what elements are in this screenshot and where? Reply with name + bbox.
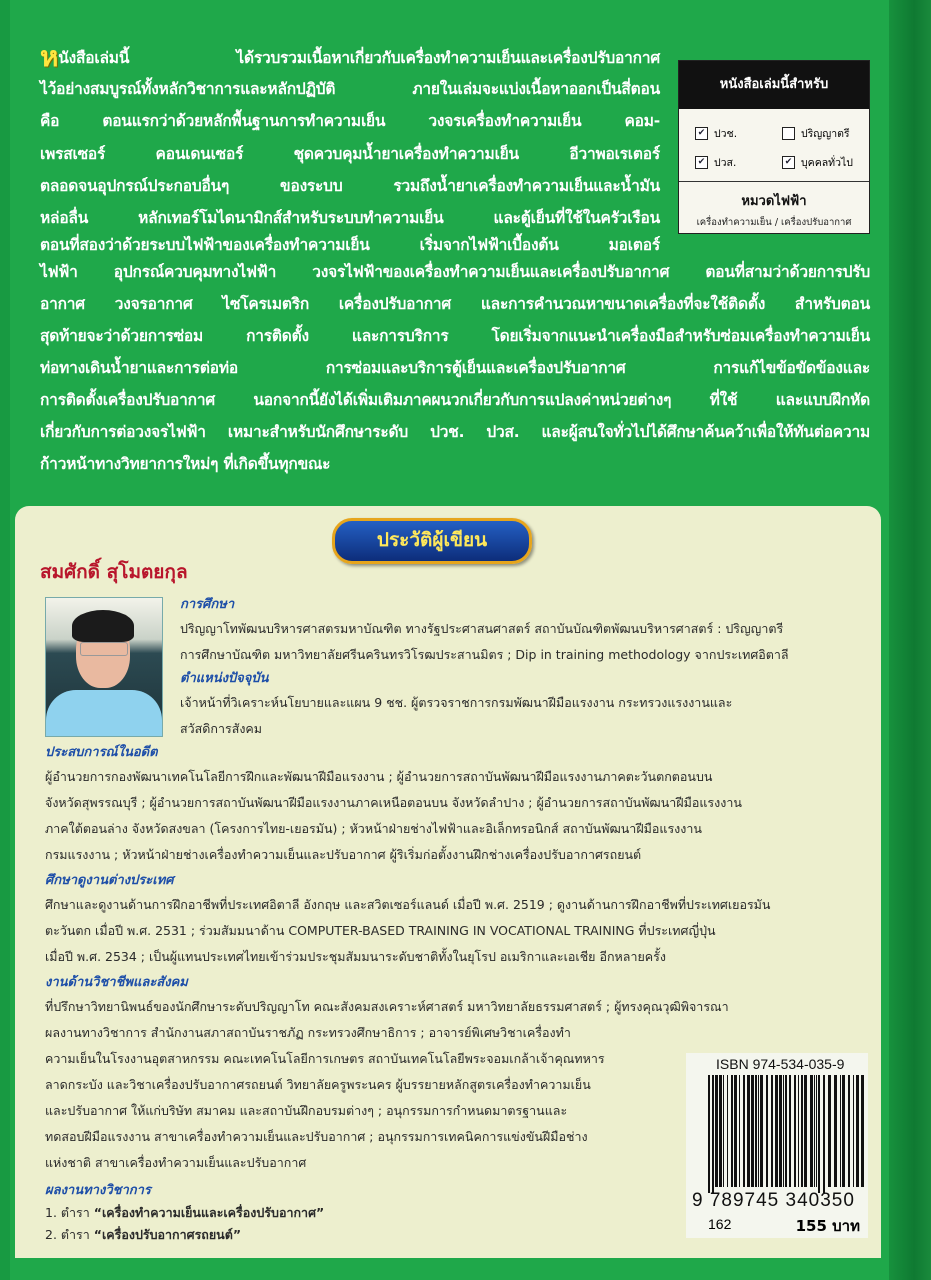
barcode-bar [828, 1075, 831, 1187]
blurb-line-text: ไว้อย่างสมบูรณ์ทั้งหลักวิชาการและหลักปฏิบัติ ภายในเล่มจะแบ่งเนื้อหาออกเป็นสี่ตอน [40, 80, 660, 98]
publication-prefix: 1. ตำรา [45, 1205, 90, 1220]
section-line: สวัสดิการสังคม [180, 721, 263, 736]
barcode-bar [783, 1075, 784, 1187]
barcode-bar [734, 1075, 737, 1187]
barcode-bar [856, 1075, 859, 1187]
section-heading: การศึกษา [180, 597, 235, 612]
barcode-bar [818, 1075, 820, 1193]
blurb-line-text: เกี่ยวกับการต่อวงจรไฟฟ้า เหมาะสำหรับนักศึกษาระดับ ปวช. ปวส. และผู้สนใจทั่วไปได้ศึกษาค้นคว้าเพื่อให้ทันต่อความ [40, 423, 870, 441]
barcode-bar [804, 1075, 807, 1187]
section-heading: งานด้านวิชาชีพและสังคม [45, 975, 188, 990]
barcode-bar [823, 1075, 825, 1193]
barcode-bar [723, 1075, 724, 1187]
publication-prefix: 2. ตำรา [45, 1227, 90, 1242]
isbn-text: ISBN 974-534-035-9 [716, 1056, 845, 1072]
category-subtitle: เครื่องทำความเย็น / เครื่องปรับอากาศ [696, 217, 852, 228]
blurb-line [40, 171, 660, 201]
barcode-bar [715, 1075, 718, 1187]
drop-cap: ห [40, 40, 59, 73]
publications-heading: ผลงานทางวิชาการ [45, 1183, 151, 1198]
section-line: ตะวันตก เมื่อปี พ.ศ. 2531 ; ร่วมสัมมนาด้าน COMPUTER-BASED TRAINING IN VOCATIONAL TRAINING ที่ประเทศญี่ปุ่น [45, 923, 716, 938]
barcode-bar [848, 1075, 850, 1187]
section-heading: ศึกษาดูงานต่างประเทศ [45, 873, 174, 888]
publication-item [45, 1202, 324, 1224]
blurb-line-text: ตลอดจนอุปกรณ์ประกอบอื่นๆ ของระบบ รวมถึงน้ำยาเครื่องทำความเย็นและน้ำมัน [40, 177, 660, 195]
barcode-bar [758, 1075, 759, 1187]
section-line: และปรับอากาศ ให้แก่บริษัท สมาคม และสถาบันฝึกอบรมต่างๆ ; อนุกรรมการกำหนดมาตรฐานและ [45, 1103, 568, 1118]
section-line: ความเย็นในโรงงานอุตสาหกรรม คณะเทคโนโลยีการเกษตร สถาบันเทคโนโลยีพระจอมเกล้าเจ้าคุณทหาร [45, 1051, 605, 1066]
audience-option-label: ปวส. [714, 157, 737, 169]
blurb-line-text: เพรสเซอร์ คอนเดนเซอร์ ชุดควบคุมน้ำยาเครื่องทำความเย็น อีวาพอเรเตอร์ [40, 145, 660, 163]
empty-box-icon [782, 127, 795, 140]
isbn-barcode-block [686, 1053, 868, 1238]
barcode-bar [794, 1075, 796, 1187]
audience-option [782, 152, 869, 173]
barcode-bar [814, 1075, 815, 1187]
barcode-bar [785, 1075, 787, 1187]
barcode-bar [755, 1075, 757, 1187]
author-photo [45, 597, 163, 737]
blurb-line [40, 42, 660, 72]
blurb-line [40, 139, 660, 169]
section-experience [45, 742, 742, 868]
section-line: ผู้อำนวยการกองพัฒนาเทคโนโลยีการฝึกและพัฒนาฝีมือแรงงาน ; ผู้อำนวยการสถาบันพัฒนาฝีมือแรงงานภาคตะวันตกตอนบน [45, 769, 713, 784]
barcode-bar [834, 1075, 837, 1187]
blurb-line [40, 321, 870, 351]
section-professional [45, 972, 729, 1176]
bio-ribbon-heading: ประวัติผู้เขียน [332, 518, 532, 564]
blurb-line-text: อากาศ วงจรอากาศ ไซโครเมตริก เครื่องปรับอากาศ และการคำนวณหาขนาดเครื่องที่จะใช้ติดตั้ง สำหรับตอน [40, 295, 870, 313]
category [679, 181, 869, 230]
barcode-bar [727, 1075, 728, 1187]
blurb-line-text: นังสือเล่มนี้ ได้รวบรวมเนื้อหาเกี่ยวกับเครื่องทำความเย็นและเครื่องปรับอากาศ [58, 49, 660, 67]
blurb-line [40, 385, 870, 415]
barcode-bar [712, 1075, 714, 1193]
barcode-bar [747, 1075, 750, 1187]
barcode-bar [779, 1075, 782, 1187]
book-code: 162 [708, 1216, 732, 1232]
barcode-bar [842, 1075, 845, 1187]
audience-title: หนังสือเล่มนี้สำหรับ [679, 61, 869, 109]
blurb-line-text: ก้าวหน้าทางวิทยาการใหม่ๆ ที่เกิดขึ้นทุกขณะ [40, 455, 331, 473]
barcode [708, 1075, 864, 1193]
section-line: เจ้าหน้าที่วิเคราะห์นโยบายและแผน 9 ชช. ผู้ตรวจราชการกรมพัฒนาฝีมือแรงงาน กระทรวงแรงงานและ [180, 695, 733, 710]
barcode-bar [816, 1075, 817, 1187]
section-line: กรมแรงงาน ; หัวหน้าฝ่ายช่างเครื่องทำความเย็นและปรับอากาศ ผู้ริเริ่มก่อตั้งงานฝึกช่างเครื่องปรับอากาศรถยนต์ [45, 847, 642, 862]
blurb-line-text: หล่อลื่น หลักเทอร์โมไดนามิกส์สำหรับระบบทำความเย็น และตู้เย็นที่ใช้ในครัวเรือน [40, 209, 660, 227]
section-line: ผลงานทางวิชาการ สำนักงานสภาสถาบันราชภัฏ กระทรวงศึกษาธิการ ; อาจารย์พิเศษวิชาเครื่องทำ [45, 1025, 571, 1040]
audience-option-label: ปวช. [714, 128, 738, 140]
barcode-bar [801, 1075, 803, 1187]
publication-title: “เครื่องปรับอากาศรถยนต์” [93, 1227, 242, 1242]
blurb-line [40, 449, 870, 479]
audience-box [678, 60, 870, 234]
barcode-bar [751, 1075, 754, 1187]
section-position [180, 668, 732, 742]
barcode-bar [789, 1075, 791, 1187]
section-heading: ตำแหน่งปัจจุบัน [180, 671, 269, 686]
publication-item [45, 1224, 324, 1246]
blurb-line-text: ท่อทางเดินน้ำยาและการต่อท่อ การซ่อมและบริการตู้เย็นและเครื่องปรับอากาศ การแก้ไขข้อขัดข้องและ [40, 359, 870, 377]
author-name: สมศักดิ์ สุโมตยกุล [40, 561, 188, 583]
section-line: ลาดกระบัง และวิชาเครื่องปรับอากาศรถยนต์ วิทยาลัยครูพระนคร ผู้บรรยายหลักสูตรเครื่องทำความเย็น [45, 1077, 591, 1092]
blurb-line-text: ไฟฟ้า อุปกรณ์ควบคุมทางไฟฟ้า วงจรไฟฟ้าของเครื่องทำความเย็นและเครื่องปรับอากาศ ตอนที่สามว่าด้วยการปรับ [40, 263, 870, 281]
publication-title: “เครื่องทำความเย็นและเครื่องปรับอากาศ” [93, 1205, 325, 1220]
blurb-line-text: ตอนที่สองว่าด้วยระบบไฟฟ้าของเครื่องทำความเย็น เริ่มจากไฟฟ้าเบื้องต้น มอเตอร์ [40, 236, 660, 254]
barcode-bar [853, 1075, 854, 1187]
barcode-bar [840, 1075, 841, 1187]
audience-option [695, 123, 782, 144]
blurb-line-text: การติดตั้งเครื่องปรับอากาศ นอกจากนี้ยังได้เพิ่มเติมภาคผนวกเกี่ยวกับการแปลงค่าหน่วยต่างๆ ที่ใช้ และแบบฝึกหัด [40, 391, 870, 409]
section-line: ปริญญาโทพัฒนบริหารศาสตรมหาบัณฑิต ทางรัฐประศาสนศาสตร์ สถาบันบัณฑิตพัฒนบริหารศาสตร์ : ปริญญาตรี [180, 621, 784, 636]
audience-option [782, 123, 869, 144]
barcode-bar [731, 1075, 733, 1187]
price: 155 บาท [795, 1217, 860, 1235]
checked-box-icon: ✔ [782, 156, 795, 169]
section-line: จังหวัดสุพรรณบุรี ; ผู้อำนวยการสถาบันพัฒนาฝีมือแรงงานภาคเหนือตอนบน จังหวัดลำปาง ; ผู้อำนวยการสถาบันพัฒนาฝีมือแรงงาน [45, 795, 742, 810]
audience-option-label: บุคคลทั่วไป [801, 157, 853, 169]
section-education [180, 594, 789, 668]
section-publications [45, 1180, 324, 1246]
barcode-bar [775, 1075, 778, 1187]
barcode-bar [810, 1075, 813, 1187]
audience-option-label: ปริญญาตรี [801, 128, 850, 140]
blurb-line [40, 74, 660, 104]
audience-options [679, 109, 869, 181]
barcode-bar [743, 1075, 745, 1187]
cover-spine-edge [889, 0, 931, 1280]
blurb-line [40, 257, 870, 287]
barcode-bar [771, 1075, 773, 1187]
checked-box-icon: ✔ [695, 156, 708, 169]
section-heading: ประสบการณ์ในอดีต [45, 745, 158, 760]
blurb-line [40, 106, 660, 136]
barcode-bar [861, 1075, 864, 1187]
category-title: หมวดไฟฟ้า [741, 194, 807, 209]
section-line: แห่งชาติ สาขาเครื่องทำความเย็นและปรับอากาศ [45, 1155, 307, 1170]
barcode-bar [708, 1075, 710, 1193]
blurb-line [40, 353, 870, 383]
barcode-digits: 9 789745 340350 [692, 1190, 855, 1211]
blurb-line [40, 230, 660, 260]
audience-option [695, 152, 782, 173]
section-line: ภาคใต้ตอนล่าง จังหวัดสงขลา (โครงการไทย-เยอรมัน) ; หัวหน้าฝ่ายช่างไฟฟ้าและอิเล็กทรอนิกส์ สถาบันพัฒนาฝีมือแรงงาน [45, 821, 702, 836]
barcode-bar [798, 1075, 799, 1187]
section-line: ทดสอบฝีมือแรงงาน สาขาเครื่องทำความเย็นและปรับอากาศ ; อนุกรรมการเทคนิคการแข่งขันฝีมือช่าง [45, 1129, 588, 1144]
section-study-abroad [45, 870, 770, 970]
checked-box-icon: ✔ [695, 127, 708, 140]
section-line: ศึกษาและดูงานด้านการฝึกอาชีพที่ประเทศอิตาลี อังกฤษ และสวิตเซอร์แลนด์ เมื่อปี พ.ศ. 2519 ; ดูงานด้านการฝึกอาชีพที่ประเทศเยอรมัน [45, 897, 771, 912]
cover-left-edge [0, 0, 10, 1280]
blurb-line-text: สุดท้ายจะว่าด้วยการซ่อม การติดตั้ง และการบริการ โดยเริ่มจากแนะนำเครื่องมือสำหรับซ่อมเครื่องทำความเย็น [40, 327, 870, 345]
blurb-line-text: คือ ตอนแรกว่าด้วยหลักพื้นฐานการทำความเย็น วงจรเครื่องทำความเย็น คอม- [40, 112, 660, 130]
barcode-bar [719, 1075, 722, 1187]
barcode-bar [739, 1075, 740, 1187]
section-line: การศึกษาบัณฑิต มหาวิทยาลัยศรีนครินทรวิโรฒประสานมิตร ; Dip in training methodology จากประเทศอิตาลี [180, 647, 789, 662]
blurb-line [40, 203, 660, 233]
blurb-line [40, 417, 870, 447]
section-line: เมื่อปี พ.ศ. 2534 ; เป็นผู้แทนประเทศไทยเข้าร่วมประชุมสัมมนาระดับชาติทั้งในยุโรป อเมริกาและเอเชีย อีกหลายครั้ง [45, 949, 666, 964]
barcode-bar [760, 1075, 763, 1187]
blurb-line [40, 289, 870, 319]
barcode-bar [766, 1075, 768, 1187]
section-line: ที่ปรึกษาวิทยานิพนธ์ของนักศึกษาระดับปริญญาโท คณะสังคมสงเคราะห์ศาสตร์ มหาวิทยาลัยธรรมศาสตร์ ; ผู้ทรงคุณวุฒิพิจารณา [45, 999, 729, 1014]
